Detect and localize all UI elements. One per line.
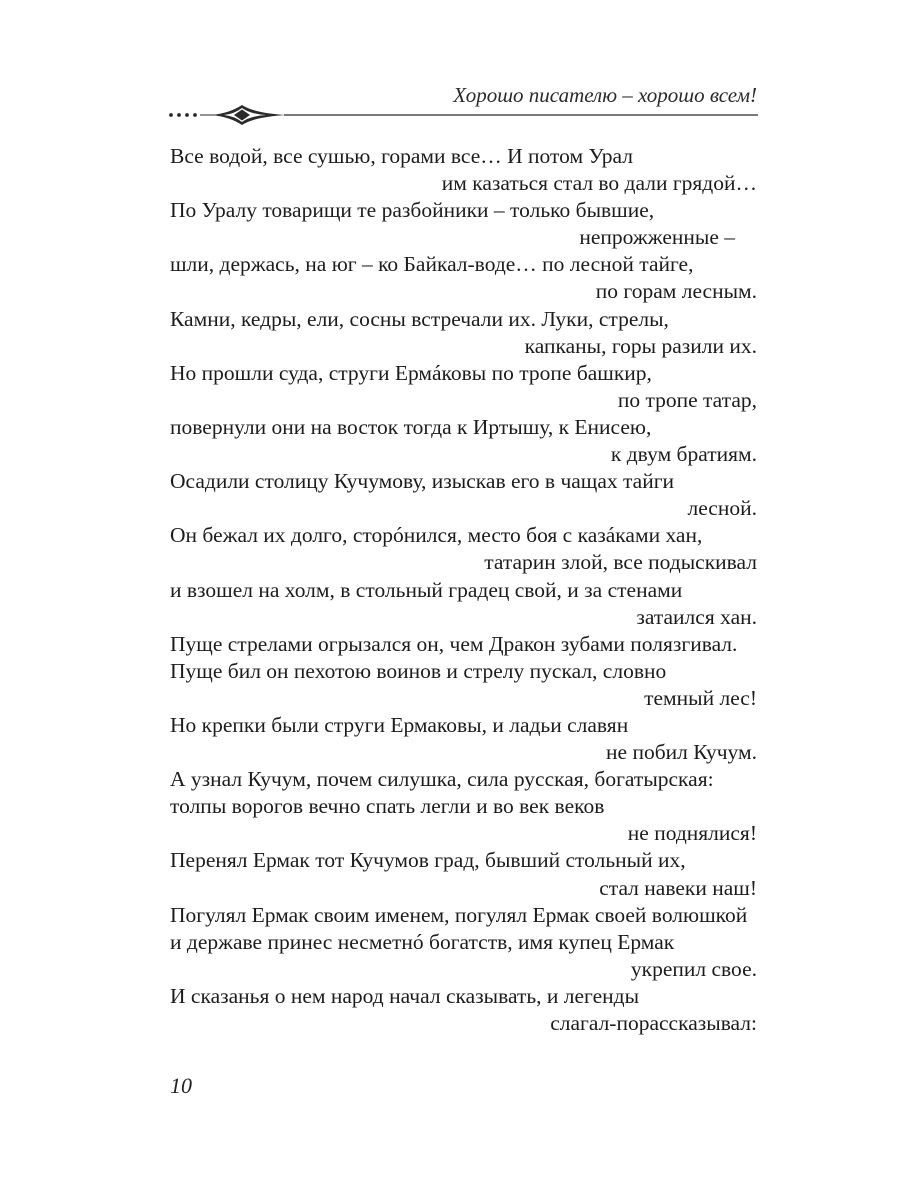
verse-line-continuation: татарин злой, все подыскивал: [484, 550, 757, 575]
running-head-title: Хорошо писателю – хорошо всем!: [453, 83, 757, 107]
verse-line: Пуще стрелами огрызался он, чем Дракон зубами полязгивал.: [170, 631, 738, 656]
header-rule: [168, 104, 758, 126]
verse-line-continuation: по горам лесным.: [595, 279, 757, 304]
verse-line-continuation: не поднялися!: [627, 821, 757, 846]
verse-line: повернули они на восток тогда к Иртышу, к Енисею,: [170, 414, 652, 439]
verse-line: и державе принес несметнó богатств, имя купец Ермак: [170, 929, 675, 954]
verse-line: По Уралу товарищи те разбойники – только бывшие,: [170, 198, 655, 223]
verse-line-continuation: укрепил свое.: [630, 956, 757, 981]
verse-line: Он бежал их долго, сторóнился, место боя с казáками хан,: [170, 523, 703, 548]
verse-line: Перенял Ермак тот Кучумов град, бывший стольный их,: [170, 848, 686, 873]
verse-line-continuation: темный лес!: [644, 685, 757, 710]
verse-line: Осадили столицу Кучумову, изыскав его в чащах тайги: [170, 469, 675, 494]
verse-line: Камни, кедры, ели, сосны встречали их. Луки, стрелы,: [170, 306, 669, 331]
verse-line-continuation: непрожженные –: [579, 225, 735, 250]
verse-line: А узнал Кучум, почем силушка, сила русская, богатырская:: [170, 767, 714, 792]
verse-line-continuation: слагал-порассказывал:: [550, 1011, 757, 1035]
page-number: 10: [170, 1073, 192, 1098]
verse-line: Погулял Ермак своим именем, погулял Ермак своей волюшкой: [170, 902, 748, 927]
verse-line-continuation: не побил Кучум.: [606, 740, 757, 765]
verse-line-continuation: капканы, горы разили их.: [524, 333, 757, 358]
verse-line: Но прошли суда, струги Ермáковы по тропе башкир,: [170, 360, 652, 385]
verse-line: Но крепки были струги Ермаковы, и ладьи славян: [170, 712, 629, 737]
verse-line-continuation: по тропе татар,: [617, 387, 757, 412]
verse-line: И сказанья о нем народ начал сказывать, и легенды: [170, 983, 640, 1008]
verse-line-continuation: лесной.: [687, 496, 757, 521]
verse-line: Все водой, все сушью, горами все… И потом Урал: [170, 144, 633, 168]
verse-line-continuation: стал навеки наш!: [599, 875, 757, 900]
verse-line: и взошел на холм, в стольный градец свой, и за стенами: [170, 577, 683, 602]
verse-line-continuation: к двум братиям.: [610, 442, 757, 467]
verse-line-continuation: затаился хан.: [636, 604, 757, 629]
verse-line: толпы ворогов вечно спать легли и во век веков: [170, 794, 605, 819]
dots-diamond-rule-icon: [168, 104, 758, 126]
verse-line: Пуще бил он пехотою воинов и стрелу пускал, словно: [170, 658, 667, 683]
verse-line: шли, держась, на юг – ко Байкал-воде… по лесной тайге,: [170, 252, 694, 277]
poem-verse: [170, 143, 757, 1037]
verse-line-continuation: им казаться стал во дали грядой…: [441, 171, 757, 196]
